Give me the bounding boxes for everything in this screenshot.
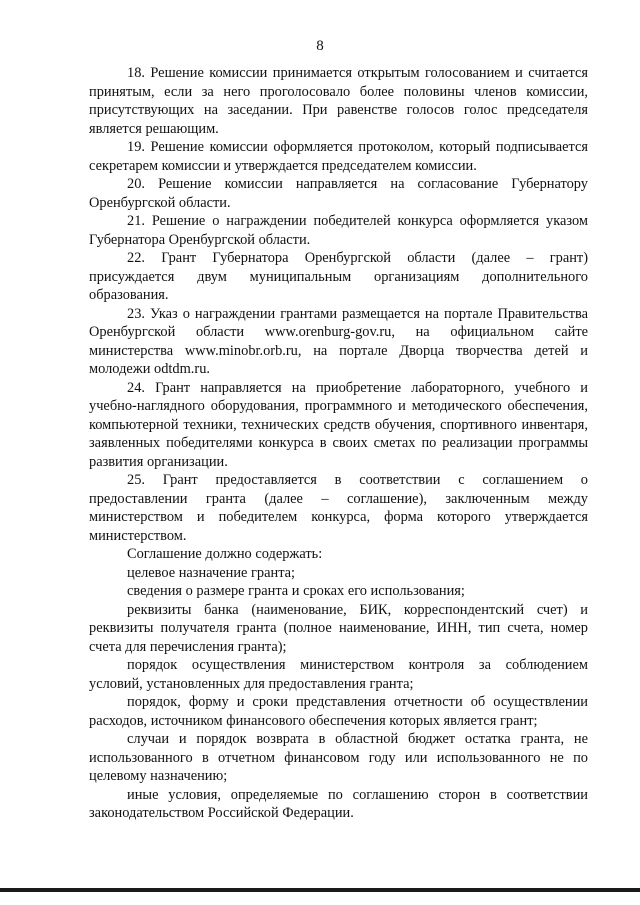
paragraph-24: 24. Грант направляется на приобретение лабораторного, учебного и учебно-наглядного оборудования, программного и методического обеспечения, компьютерной техники, технических средств обучения, спортивного инвентаря, заявленных победителями конкурса в своих сметах по реализации программы развития организации. [89,379,588,470]
agreement-item: целевое назначение гранта; [127,564,296,581]
paragraph-18: 18. Решение комиссии принимается открытым голосованием и считается принятым, если за него проголосовало более половины членов комиссии, присутствующих на заседании. При равенстве голосов голос председателя является решающим. [89,65,588,137]
page-number: 8 [316,38,324,54]
agreement-item: сведения о размере гранта и сроках его использования; [127,583,465,599]
agreement-item: случаи и порядок возврата в областной бюджет остатка гранта, не использованного в отчетном финансовом году или использованного не по целевому назначению; [89,731,588,784]
paragraph-22: 22. Грант Губернатора Оренбургской области (далее – грант) присуждается двум муниципальным организациям дополнительного образования. [89,250,588,303]
agreement-item: реквизиты банка (наименование, БИК, корреспондентский счет) и реквизиты получателя гранта (полное наименование, ИНН, тип счета, номер счета для перечисления гранта); [89,601,588,655]
agreement-intro: Соглашение должно содержать: [127,546,323,562]
paragraph-19: 19. Решение комиссии оформляется протоколом, который подписывается секретарем комиссии и утверждается председателем комиссии. [89,139,588,174]
agreement-item: иные условия, определяемые по соглашению сторон в соответствии законодательством Российской Федерации. [89,786,588,821]
agreement-item: порядок осуществления министерством контроля за соблюдением условий, установленных для предоставления гранта; [89,657,588,692]
paragraph-21: 21. Решение о награждении победителей конкурса оформляется указом Губернатора Оренбургской области. [89,213,588,248]
bottom-divider [0,888,640,892]
document-body [89,64,588,823]
paragraph-23: 23. Указ о награждении грантами размещается на портале Правительства Оренбургской области www.orenburg-gov.ru, на официальном сайте министерства www.minobr.orb.ru, на портале Дворца творчества детей и молодежи odtdm.ru. [89,305,588,377]
paragraph-25: 25. Грант предоставляется в соответствии с соглашением о предоставлении гранта (далее – соглашение), заключенным между министерством и победителем конкурса, форма которого утверждается министерством. [89,472,588,544]
agreement-item: порядок, форму и сроки представления отчетности об осуществлении расходов, источником финансового обеспечения которых является грант; [89,694,588,729]
paragraph-20: 20. Решение комиссии направляется на согласование Губернатору Оренбургской области. [89,176,588,211]
